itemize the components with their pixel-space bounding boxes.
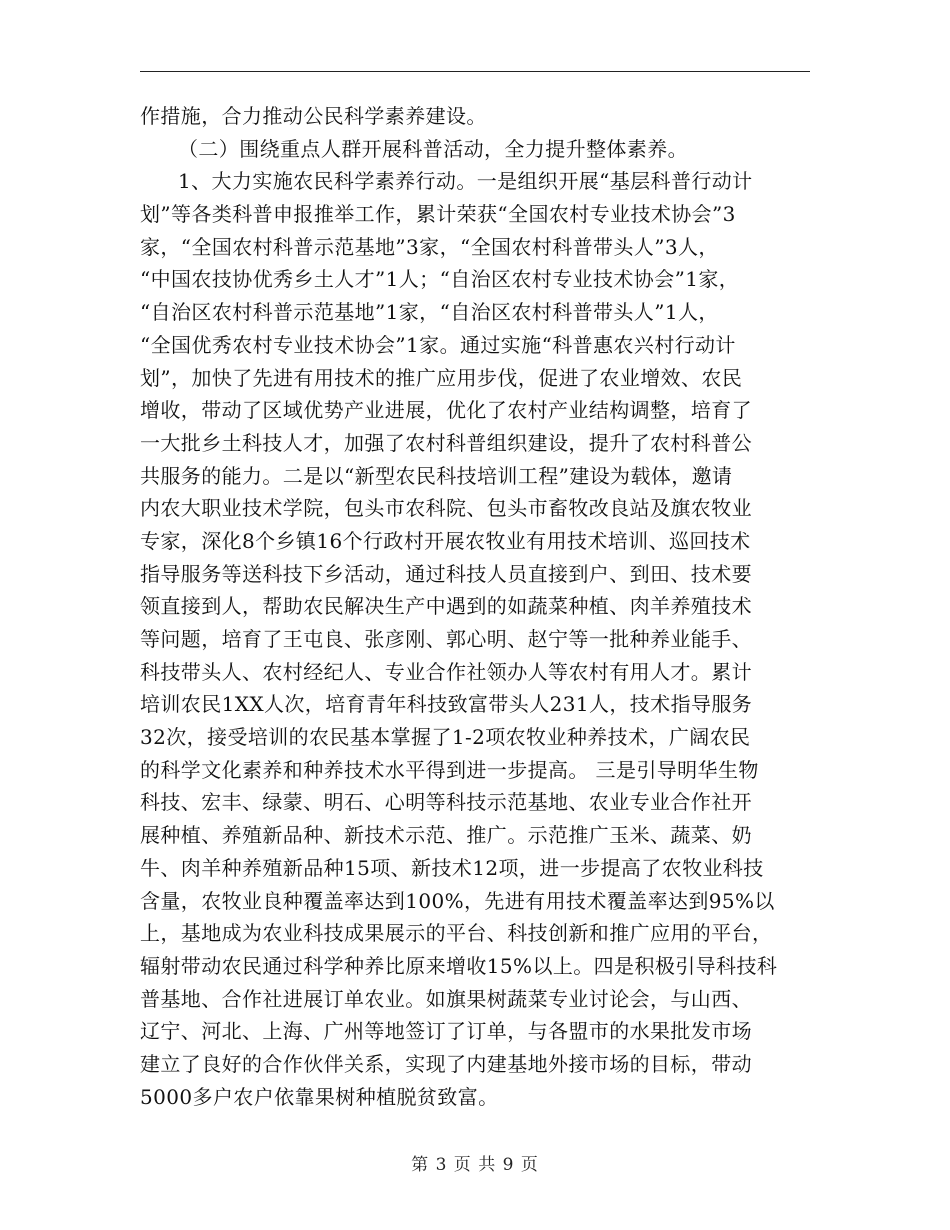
- text-line: 建立了良好的合作伙伴关系，实现了内建基地外接市场的目标，带动: [140, 1051, 752, 1076]
- section-heading: （二）围绕重点人群开展科普活动，全力提升整体素养。: [178, 136, 688, 161]
- text-line: 作措施，合力推动公民科学素养建设。: [140, 104, 487, 128]
- text-line: 科技带头人、农村经纪人、专业合作社领办人等农村有用人才。累计: [140, 659, 752, 684]
- text-line: 等问题，培育了王屯良、张彦刚、郭心明、赵宁等一批种养业能手、: [140, 627, 752, 651]
- text-line: 一大批乡土科技人才，加强了农村科普组织建设，提升了农村科普公: [140, 430, 752, 455]
- text-line: 上，基地成为农业科技成果展示的平台、科技创新和推广应用的平台，: [140, 921, 773, 946]
- text-line: “自治区农村科普示范基地”1家，“自治区农村科普带头人”1人，: [140, 300, 719, 325]
- text-line: 内农大职业技术学院，包头市农科院、包头市畜牧改良站及旗农牧业: [140, 496, 752, 521]
- document-body: [140, 100, 810, 1113]
- text-line: 的科学文化素养和种养技术水平得到进一步提高。 三是引导明华生物: [140, 757, 759, 782]
- text-line: 牛、肉羊种养殖新品种15项、新技术12项，进一步提高了农牧业科技: [140, 855, 764, 880]
- text-line: 32次，接受培训的农民基本掌握了1-2项农牧业种养技术，广阔农民: [140, 725, 751, 750]
- text-line: 展种植、养殖新品种、新技术示范、推广。示范推广玉米、蔬菜、奶: [140, 823, 752, 848]
- header-rule: [140, 71, 810, 72]
- text-line: 划”，加快了先进有用技术的推广应用步伐，促进了农业增效、农民: [140, 365, 743, 390]
- text-line: 5000多户农户依靠果树种植脱贫致富。: [140, 1084, 499, 1109]
- text-line: 专家，深化8个乡镇16个行政村开展农牧业有用技术培训、巡回技术: [140, 528, 751, 553]
- text-line: 辽宁、河北、上海、广州等地签订了订单，与各盟市的水果批发市场: [140, 1019, 752, 1044]
- text-line: 普基地、合作社进展订单农业。如旗果树蔬菜专业讨论会，与山西、: [140, 986, 752, 1011]
- page-number-footer: 第 3 页 共 9 页: [411, 1155, 539, 1175]
- text-line: 领直接到人，帮助农民解决生产中遇到的如蔬菜种植、肉羊养殖技术: [140, 594, 752, 619]
- text-line: “全国优秀农村专业技术协会”1家。通过实施“科普惠农兴村行动计: [140, 332, 736, 357]
- text-line: 划”等各类科普申报推举工作，累计荣获“全国农村专业技术协会”3: [140, 202, 736, 227]
- text-line: 家，“全国农村科普示范基地”3家，“全国农村科普带头人”3人，: [140, 234, 719, 259]
- text-line: 科技、宏丰、绿蒙、明石、心明等科技示范基地、农业专业合作社开: [140, 790, 752, 815]
- text-line: 辐射带动农民通过科学种养比原来增收15%以上。四是积极引导科技科: [140, 953, 778, 978]
- text-line: “中国农技协优秀乡土人才”1人；“自治区农村专业技术协会”1家，: [140, 267, 740, 292]
- text-line: 增收，带动了区域优势产业进展，优化了农村产业结构调整，培育了: [140, 398, 752, 423]
- text-line: 指导服务等送科技下乡活动，通过科技人员直接到户、到田、技术要: [140, 561, 752, 586]
- text-line: 1、大力实施农民科学素养行动。一是组织开展“基层科普行动计: [178, 169, 753, 194]
- text-line: 培训农民1XX人次，培育青年科技致富带头人231人，技术指导服务: [140, 692, 753, 717]
- text-line: 含量，农牧业良种覆盖率达到100%，先进有用技术覆盖率达到95%以: [140, 888, 775, 913]
- text-line: 共服务的能力。二是以“新型农民科技培训工程”建设为载体，邀请: [140, 463, 733, 488]
